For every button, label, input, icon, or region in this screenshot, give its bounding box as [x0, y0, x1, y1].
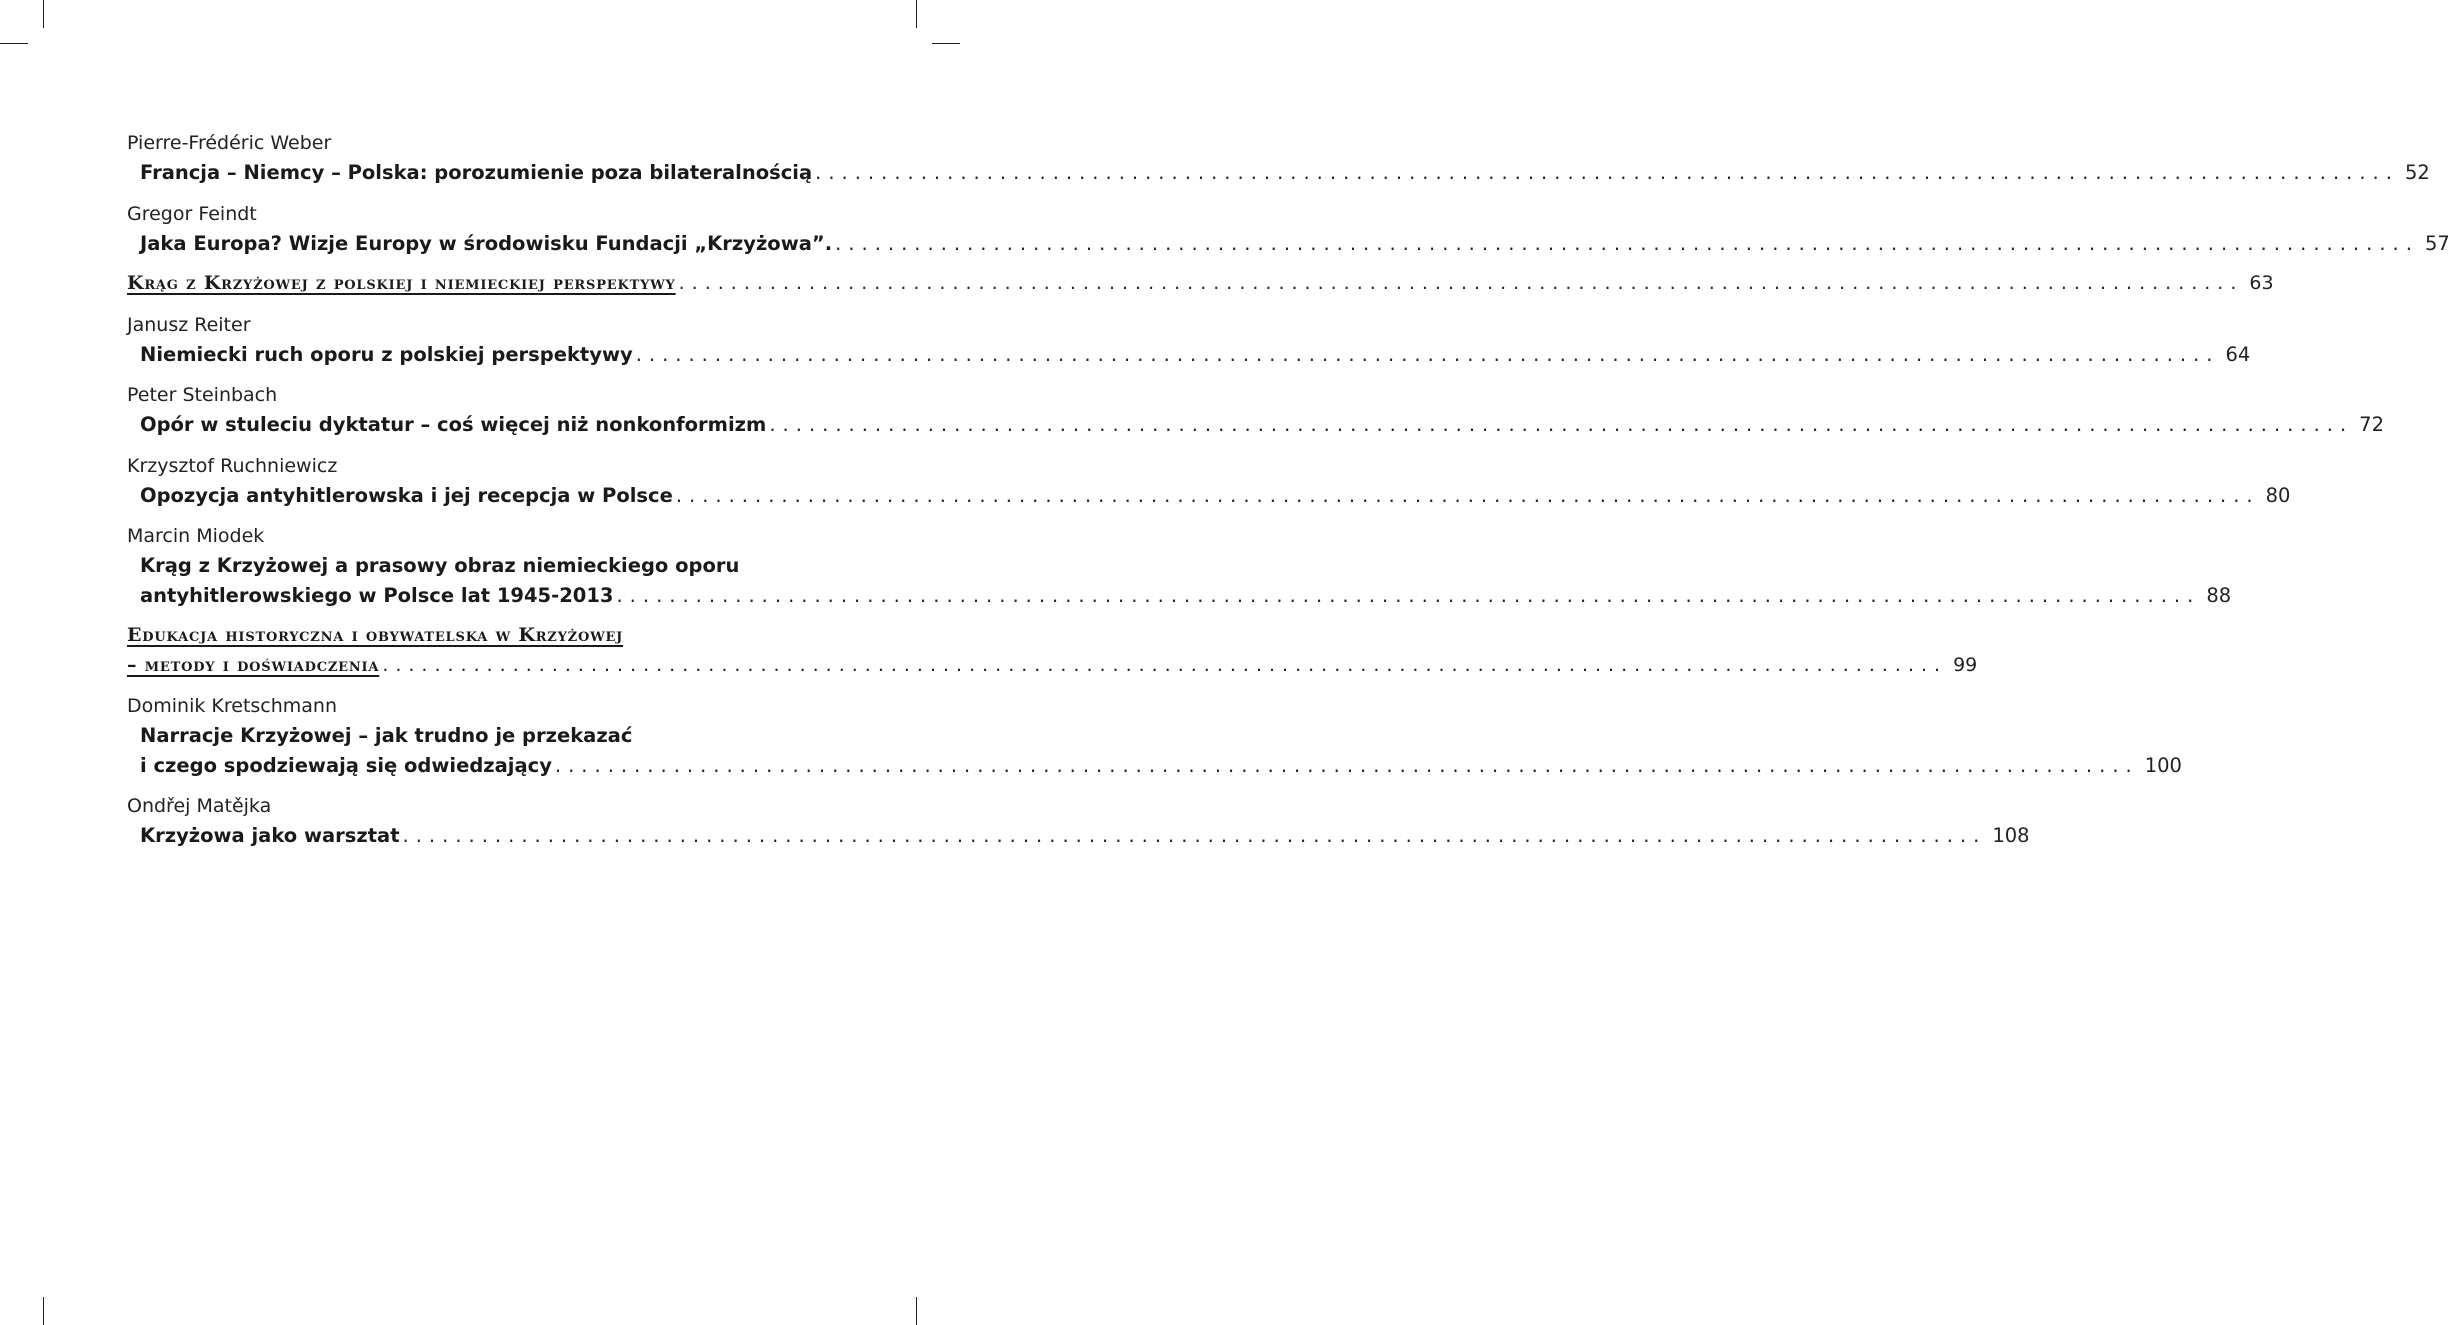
entry-title: Krąg z Krzyżowej a prasowy obraz niemieckiego oporu	[140, 554, 740, 577]
crop-mark-top-right-horizontal	[932, 43, 960, 44]
toc-entry-line[interactable]	[127, 229, 2450, 259]
toc-entry-line[interactable]	[127, 158, 2430, 188]
page-number: 63	[2249, 272, 2274, 294]
toc-entry-line[interactable]	[127, 821, 2030, 851]
entry-title: Narracje Krzyżowej – jak trudno je przekazać	[140, 724, 633, 747]
page-number: 57	[2424, 231, 2450, 255]
dot-leader: ........................................................................................................................	[815, 161, 2399, 184]
entry-title: Krzyżowa jako warsztat	[140, 824, 400, 847]
toc-author: Janusz Reiter	[127, 313, 251, 336]
crop-mark-top-left-horizontal	[0, 43, 28, 44]
toc-author: Dominik Kretschmann	[127, 695, 338, 717]
toc-author: Marcin Miodek	[127, 525, 265, 547]
dot-leader: ........................................................................................................................	[835, 231, 2419, 255]
dot-leader: ........................................................................................................................	[635, 342, 2220, 366]
entry-title: Opozycja antyhitlerowska i jej recepcja w Polsce	[140, 483, 673, 507]
dot-leader: ........................................................................................................................	[616, 583, 2201, 607]
entry-title: antyhitlerowskiego w Polsce lat 1945-2013	[140, 583, 614, 607]
page-number: 99	[1953, 653, 1978, 676]
toc-section-heading[interactable]	[127, 269, 2274, 299]
toc-entry-line[interactable]	[127, 751, 2182, 781]
toc-author: Pierre-Frédéric Weber	[127, 132, 332, 154]
toc-author: Ondřej Matějka	[127, 795, 272, 817]
toc-entry-line[interactable]	[127, 481, 2291, 511]
toc-author: Peter Steinbach	[127, 384, 278, 406]
entry-title: Niemiecki ruch oporu z polskiej perspektywy	[140, 342, 633, 366]
page-number: 64	[2225, 342, 2251, 366]
crop-mark-top-right-vertical	[916, 0, 917, 28]
dot-leader: ........................................................................................................................	[402, 824, 1987, 847]
section-title: Edukacja historyczna i obywatelska w Krzyżowej	[127, 624, 624, 646]
dot-leader: ........................................................................................................................	[554, 753, 2139, 777]
page-number: 80	[2265, 483, 2291, 507]
section-title: Krąg z Krzyżowej z polskiej i niemieckiej perspektywy	[127, 272, 676, 294]
entry-title: Opór w stuleciu dyktatur – coś więcej niż nonkonformizm	[140, 413, 767, 436]
toc-author: Krzysztof Ruchniewicz	[127, 454, 338, 477]
dot-leader: ........................................................................................................................	[769, 413, 2354, 436]
crop-mark-top-left-vertical	[43, 0, 44, 28]
toc-entry-line[interactable]	[127, 410, 2384, 440]
dot-leader: ........................................................................................................................	[678, 272, 2244, 294]
toc-entry-line[interactable]	[127, 721, 819, 751]
toc-section-heading[interactable]	[127, 621, 1978, 680]
page-number: 100	[2144, 753, 2182, 777]
dot-leader: ........................................................................................................................	[675, 483, 2260, 507]
page-number: 108	[1992, 824, 2030, 847]
crop-mark-bottom-right-vertical	[916, 1297, 917, 1325]
toc-entry-line[interactable]	[127, 581, 2232, 611]
toc-entry-line[interactable]	[127, 551, 819, 581]
section-title: – metody i doświadczenia	[127, 653, 380, 676]
entry-title: Francja – Niemcy – Polska: porozumienie poza bilateralnością	[140, 161, 813, 184]
entry-title: i czego spodziewają się odwiedzający	[140, 753, 552, 777]
page-number: 52	[2404, 161, 2430, 184]
toc-author: Gregor Feindt	[127, 202, 257, 225]
entry-title: Jaka Europa? Wizje Europy w środowisku Fundacji „Krzyżowa”.	[140, 231, 833, 255]
dot-leader: ........................................................................................................................	[382, 653, 1948, 676]
page-number: 72	[2359, 413, 2384, 436]
page-number: 88	[2206, 583, 2232, 607]
table-of-contents	[127, 128, 2450, 851]
crop-mark-bottom-left-vertical	[43, 1297, 44, 1325]
toc-entry-line[interactable]	[127, 340, 2251, 370]
